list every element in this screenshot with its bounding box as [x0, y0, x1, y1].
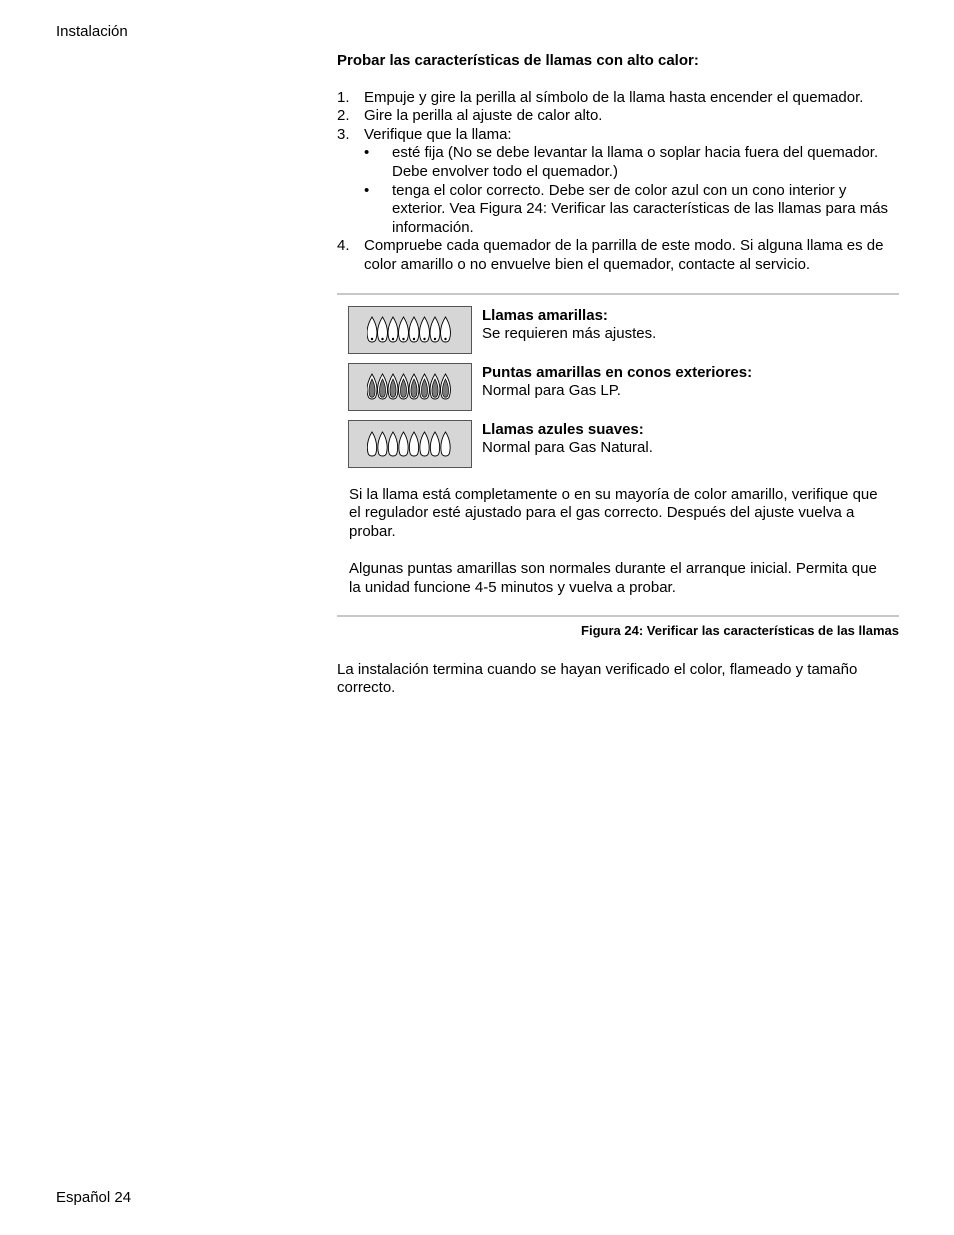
step-text: Verifique que la llama: [364, 125, 512, 143]
sub-bullet-item [364, 182, 899, 238]
step-number: 2. [337, 107, 350, 125]
step-number: 4. [337, 237, 350, 255]
flame-title: Puntas amarillas en conos exteriores: [482, 363, 753, 381]
step-text: Compruebe cada quemador de la parrilla de este modo. Si alguna llama es de color amarillo o no envuelve bien el quemador, contacte al servicio. [364, 237, 884, 273]
figure-note: Si la llama está completamente o en su mayoría de color amarillo, verifique que el regulador esté ajustado para el gas correcto. Después del ajuste vuelva a probar. [349, 485, 878, 540]
flame-description: Normal para Gas Natural. [482, 439, 653, 457]
figure-bottom-rule [337, 615, 899, 641]
running-header: Instalación [56, 23, 128, 40]
flame-description: Normal para Gas LP. [482, 382, 621, 400]
step-item [337, 89, 899, 108]
flame-description: Se requieren más ajustes. [482, 325, 657, 343]
figure-notes [349, 486, 889, 598]
section-title: Probar las características de llamas con alto calor: [337, 52, 699, 69]
steps-list [337, 89, 899, 275]
step-text: Empuje y gire la perilla al símbolo de la llama hasta encender el quemador. [364, 88, 864, 106]
yellow-tipped-flames-icon [348, 363, 472, 411]
bullet-icon: • [364, 144, 370, 162]
step-item [337, 237, 899, 274]
figure-note: Algunas puntas amarillas son normales durante el arranque inicial. Permita que la unidad funcione 4-5 minutos y vuelva a probar. [349, 559, 877, 596]
main-column [337, 52, 899, 698]
bullet-icon: • [364, 181, 370, 199]
flame-text [482, 306, 656, 344]
figure-caption: Figura 24: Verificar las características de las llamas [581, 623, 899, 639]
step-item [337, 107, 899, 126]
flame-row-blue [348, 420, 899, 468]
step-item [337, 126, 899, 238]
figure-flame-characteristics [337, 293, 899, 641]
sub-bullet-text: tenga el color correcto. Debe ser de color azul con un cono interior y exterior. Vea Figura 24: Verificar las características de las llamas para más información. [392, 181, 889, 236]
page-footer: Español 24 [56, 1189, 132, 1206]
flame-row-yellow [348, 306, 899, 354]
flame-title: Llamas amarillas: [482, 306, 608, 324]
flame-text [482, 363, 752, 401]
step-text: Gire la perilla al ajuste de calor alto. [364, 107, 603, 125]
soft-blue-flames-icon [348, 420, 472, 468]
step-number: 3. [337, 125, 350, 143]
yellow-flames-icon [348, 306, 472, 354]
flame-title: Llamas azules suaves: [482, 420, 644, 438]
sub-bullet-text: esté fija (No se debe levantar la llama o soplar hacia fuera del quemador. Debe envolver todo el quemador.) [392, 144, 879, 180]
sub-bullet-list [364, 144, 899, 237]
sub-bullet-item [364, 144, 899, 181]
flame-text [482, 420, 653, 458]
step-number: 1. [337, 88, 350, 106]
closing-paragraph: La instalación termina cuando se hayan verificado el color, flameado y tamaño correcto. [337, 660, 858, 697]
flame-row-yellow-tips [348, 363, 899, 411]
